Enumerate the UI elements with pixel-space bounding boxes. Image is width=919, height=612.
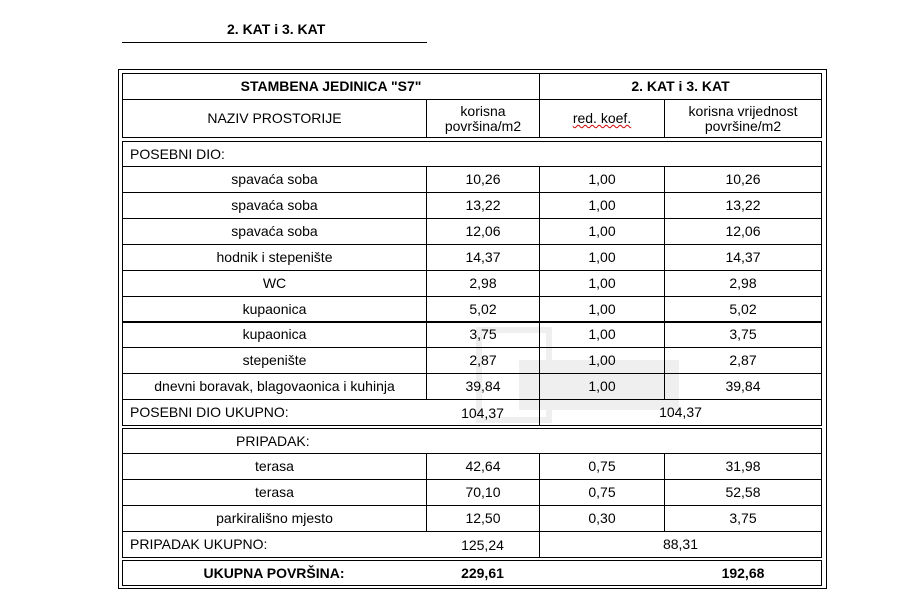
posebni-row-2-name: spavaća soba xyxy=(122,192,427,219)
posebni-row-9-coef: 1,00 xyxy=(539,373,665,400)
pripadak-row-2-area: 70,10 xyxy=(426,479,540,506)
col-header-value xyxy=(664,99,822,138)
heading-underline xyxy=(122,42,427,43)
pripadak-row-3-coef: 0,30 xyxy=(539,505,665,532)
posebni-row-9-area: 39,84 xyxy=(426,373,540,400)
posebni-total-value: 104,37 xyxy=(539,399,822,426)
pripadak-total-area: 125,24 xyxy=(461,536,504,553)
pripadak-row-2-name: terasa xyxy=(122,479,427,506)
posebni-row-1-value: 10,26 xyxy=(664,166,822,193)
col-header-area-line-2: površina/m2 xyxy=(444,117,522,134)
posebni-row-8-value: 2,87 xyxy=(664,347,822,374)
posebni-row-6-name: kupaonica xyxy=(122,296,427,323)
posebni-row-5-area: 2,98 xyxy=(426,270,540,297)
pripadak-row-3-value: 3,75 xyxy=(664,505,822,532)
posebni-row-6-coef: 1,00 xyxy=(539,296,665,323)
pripadak-row-2-value: 52,58 xyxy=(664,479,822,506)
posebni-row-1-area: 10,26 xyxy=(426,166,540,193)
posebni-total-area: 104,37 xyxy=(461,404,504,421)
section-title-pripadak: PRIPADAK: xyxy=(122,428,822,454)
posebni-row-8-area: 2,87 xyxy=(426,347,540,374)
posebni-row-4-area: 14,37 xyxy=(426,244,540,271)
posebni-row-8-name: stepenište xyxy=(122,347,427,374)
pripadak-row-3-area: 12,50 xyxy=(426,505,540,532)
col-header-room: NAZIV PROSTORIJE xyxy=(122,99,427,138)
posebni-row-3-area: 12,06 xyxy=(426,218,540,245)
col-header-area xyxy=(426,99,540,138)
posebni-row-6-area: 5,02 xyxy=(426,296,540,323)
pripadak-row-1-value: 31,98 xyxy=(664,453,822,480)
posebni-row-2-value: 13,22 xyxy=(664,192,822,219)
posebni-row-9-value: 39,84 xyxy=(664,373,822,400)
pripadak-row-1-name: terasa xyxy=(122,453,427,480)
posebni-row-5-coef: 1,00 xyxy=(539,270,665,297)
col-header-value-line-2: površine/m2 xyxy=(704,117,782,134)
posebni-row-2-coef: 1,00 xyxy=(539,192,665,219)
posebni-row-5-value: 2,98 xyxy=(664,270,822,297)
posebni-row-4-value: 14,37 xyxy=(664,244,822,271)
posebni-row-6-value: 5,02 xyxy=(664,296,822,323)
floor-title: 2. KAT i 3. KAT xyxy=(539,73,822,100)
col-header-value-line-1: korisna vrijednost xyxy=(688,102,798,119)
pripadak-total-value: 88,31 xyxy=(539,531,822,558)
col-header-coef-text: red. koef. xyxy=(572,110,632,126)
col-header-coef xyxy=(539,99,665,138)
pripadak-row-3-name: parkirališno mjesto xyxy=(122,505,427,532)
posebni-row-3-name: spavaća soba xyxy=(122,218,427,245)
unit-title: STAMBENA JEDINICA "S7" xyxy=(122,73,540,100)
posebni-row-1-name: spavaća soba xyxy=(122,166,427,193)
grand-total-value: 192,68 xyxy=(721,565,765,581)
posebni-row-5-name: WC xyxy=(122,270,427,297)
pripadak-row-1-coef: 0,75 xyxy=(539,453,665,480)
page-heading: 2. KAT i 3. KAT xyxy=(227,21,326,37)
posebni-row-9-name: dnevni boravak, blagovaonica i kuhinja xyxy=(122,373,427,400)
pripadak-row-1-area: 42,64 xyxy=(426,453,540,480)
posebni-row-3-coef: 1,00 xyxy=(539,218,665,245)
posebni-row-7-value: 3,75 xyxy=(664,321,822,348)
posebni-row-1-coef: 1,00 xyxy=(539,166,665,193)
posebni-row-4-coef: 1,00 xyxy=(539,244,665,271)
grand-total-label: UKUPNA POVRŠINA: xyxy=(203,565,345,581)
posebni-row-4-name: hodnik i stepenište xyxy=(122,244,427,271)
area-table xyxy=(118,69,827,589)
posebni-row-7-coef: 1,00 xyxy=(539,321,665,348)
posebni-total-label: POSEBNI DIO UKUPNO: xyxy=(122,399,540,426)
col-header-area-line-1: korisna xyxy=(460,102,506,119)
posebni-row-8-coef: 1,00 xyxy=(539,347,665,374)
posebni-row-2-area: 13,22 xyxy=(426,192,540,219)
posebni-row-3-value: 12,06 xyxy=(664,218,822,245)
section-title-posebni: POSEBNI DIO: xyxy=(122,141,822,167)
posebni-row-7-area: 3,75 xyxy=(426,321,540,348)
pripadak-total-label: PRIPADAK UKUPNO: xyxy=(122,531,540,558)
pripadak-row-2-coef: 0,75 xyxy=(539,479,665,506)
grand-total-area: 229,61 xyxy=(461,565,504,581)
posebni-row-7-name: kupaonica xyxy=(122,321,427,348)
